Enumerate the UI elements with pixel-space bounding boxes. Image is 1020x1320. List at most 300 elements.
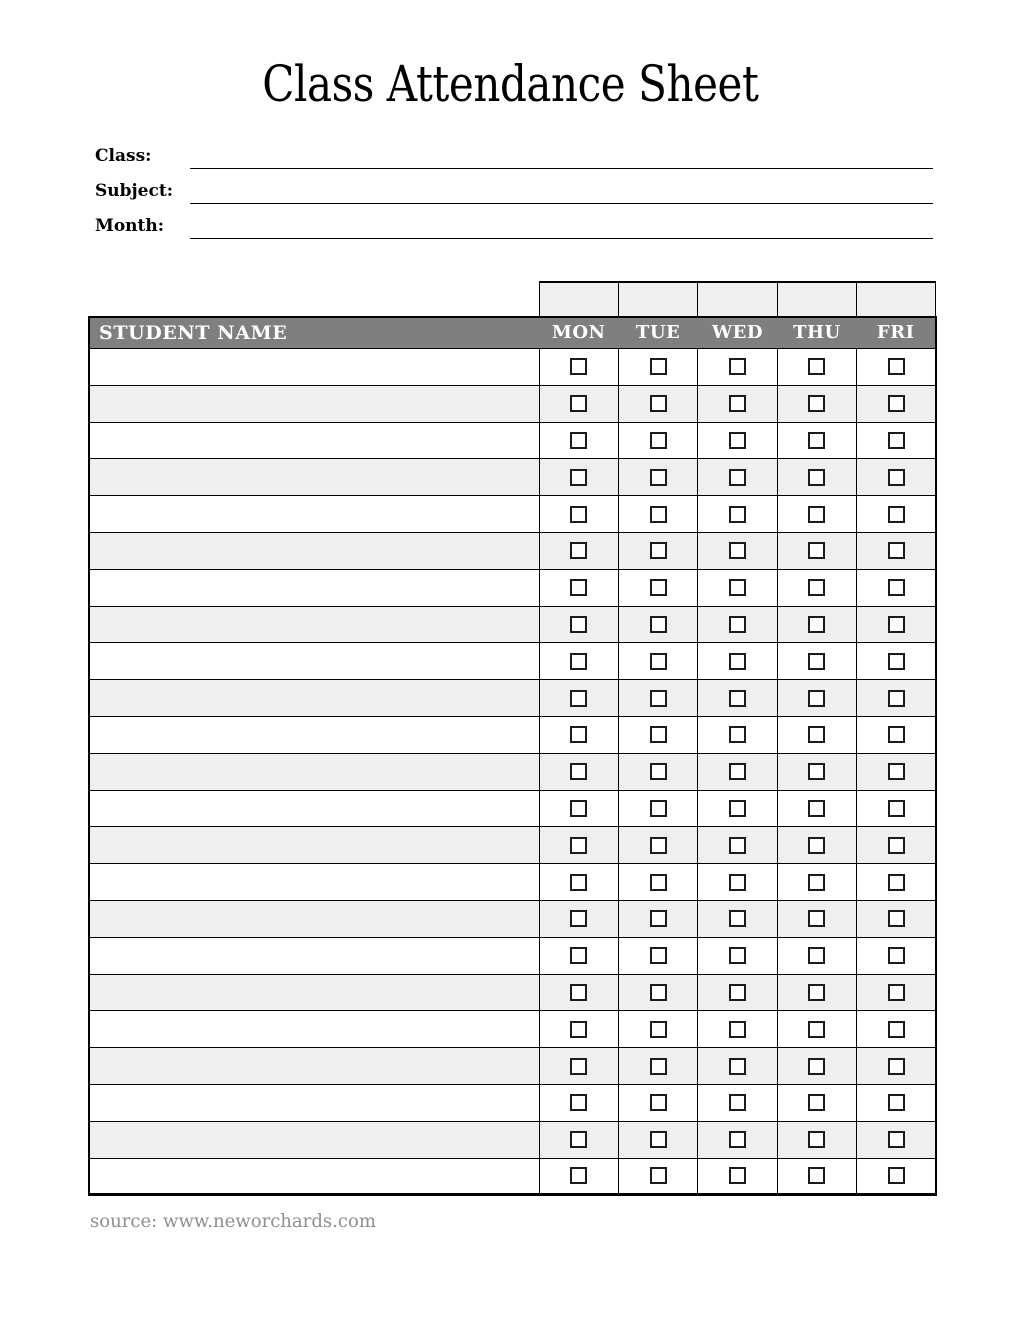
check-cell	[618, 1158, 697, 1195]
attendance-checkbox-icon[interactable]	[729, 542, 746, 559]
attendance-checkbox-icon[interactable]	[808, 837, 825, 854]
attendance-checkbox-icon[interactable]	[570, 542, 587, 559]
attendance-checkbox-icon[interactable]	[650, 837, 667, 854]
attendance-checkbox-icon[interactable]	[650, 726, 667, 743]
student-name-cell[interactable]	[89, 532, 539, 569]
check-cell	[857, 643, 936, 680]
attendance-checkbox-icon[interactable]	[808, 726, 825, 743]
attendance-checkbox-icon[interactable]	[570, 1094, 587, 1111]
attendance-checkbox-icon[interactable]	[808, 1167, 825, 1184]
class-field-row	[95, 134, 933, 169]
student-row	[89, 496, 936, 533]
check-cell	[777, 496, 856, 533]
attendance-checkbox-icon[interactable]	[808, 579, 825, 596]
attendance-checkbox-icon[interactable]	[888, 1131, 905, 1148]
attendance-checkbox-icon[interactable]	[729, 1021, 746, 1038]
date-cell[interactable]	[857, 282, 936, 317]
attendance-checkbox-icon[interactable]	[729, 358, 746, 375]
subject-input-line[interactable]	[190, 169, 933, 204]
attendance-checkbox-icon[interactable]	[729, 690, 746, 707]
check-cell	[698, 864, 777, 901]
attendance-table	[88, 281, 937, 1197]
check-cell	[618, 569, 697, 606]
check-cell	[698, 1158, 777, 1195]
attendance-checkbox-icon[interactable]	[808, 763, 825, 780]
student-name-header: STUDENT NAME	[89, 317, 539, 349]
check-cell	[698, 974, 777, 1011]
attendance-checkbox-icon[interactable]	[650, 542, 667, 559]
student-name-cell[interactable]	[89, 900, 539, 937]
attendance-checkbox-icon[interactable]	[570, 506, 587, 523]
attendance-checkbox-icon[interactable]	[888, 616, 905, 633]
student-name-cell[interactable]	[89, 569, 539, 606]
attendance-checkbox-icon[interactable]	[570, 432, 587, 449]
check-cell	[698, 1121, 777, 1158]
student-row	[89, 790, 936, 827]
student-row	[89, 606, 936, 643]
attendance-checkbox-icon[interactable]	[808, 653, 825, 670]
check-cell	[777, 349, 856, 386]
check-cell	[777, 753, 856, 790]
student-name-cell[interactable]	[89, 1048, 539, 1085]
attendance-checkbox-icon[interactable]	[729, 432, 746, 449]
check-cell	[777, 827, 856, 864]
attendance-checkbox-icon[interactable]	[570, 874, 587, 891]
subject-label: Subject:	[95, 180, 173, 201]
check-cell	[857, 753, 936, 790]
check-cell	[618, 753, 697, 790]
source-note	[90, 1210, 1020, 1232]
attendance-checkbox-icon[interactable]	[570, 837, 587, 854]
attendance-checkbox-icon[interactable]	[888, 469, 905, 486]
attendance-checkbox-icon[interactable]	[570, 800, 587, 817]
attendance-checkbox-icon[interactable]	[650, 763, 667, 780]
attendance-checkbox-icon[interactable]	[570, 726, 587, 743]
check-cell	[539, 680, 618, 717]
check-cell	[698, 827, 777, 864]
attendance-checkbox-icon[interactable]	[888, 910, 905, 927]
attendance-checkbox-icon[interactable]	[650, 616, 667, 633]
month-label: Month:	[95, 215, 165, 236]
attendance-checkbox-icon[interactable]	[729, 469, 746, 486]
attendance-checkbox-icon[interactable]	[888, 1094, 905, 1111]
check-cell	[777, 716, 856, 753]
check-cell	[618, 496, 697, 533]
attendance-checkbox-icon[interactable]	[650, 395, 667, 412]
check-cell	[539, 532, 618, 569]
attendance-checkbox-icon[interactable]	[650, 1094, 667, 1111]
attendance-checkbox-icon[interactable]	[888, 1021, 905, 1038]
check-cell	[698, 643, 777, 680]
attendance-checkbox-icon[interactable]	[570, 690, 587, 707]
attendance-checkbox-icon[interactable]	[650, 1167, 667, 1184]
check-cell	[777, 1048, 856, 1085]
check-cell	[777, 937, 856, 974]
attendance-checkbox-icon[interactable]	[888, 542, 905, 559]
check-cell	[539, 643, 618, 680]
check-cell	[539, 385, 618, 422]
student-row	[89, 1011, 936, 1048]
attendance-checkbox-icon[interactable]	[570, 653, 587, 670]
check-cell	[539, 496, 618, 533]
check-cell	[539, 1048, 618, 1085]
check-cell	[539, 349, 618, 386]
check-cell	[618, 1121, 697, 1158]
attendance-checkbox-icon[interactable]	[808, 1021, 825, 1038]
attendance-checkbox-icon[interactable]	[808, 469, 825, 486]
student-name-cell[interactable]	[89, 716, 539, 753]
attendance-checkbox-icon[interactable]	[650, 1058, 667, 1075]
attendance-checkbox-icon[interactable]	[888, 1058, 905, 1075]
student-row	[89, 937, 936, 974]
attendance-checkbox-icon[interactable]	[888, 763, 905, 780]
check-cell	[857, 1084, 936, 1121]
attendance-checkbox-icon[interactable]	[888, 800, 905, 817]
check-cell	[618, 643, 697, 680]
attendance-checkbox-icon[interactable]	[888, 653, 905, 670]
attendance-checkbox-icon[interactable]	[808, 910, 825, 927]
attendance-checkbox-icon[interactable]	[808, 874, 825, 891]
check-cell	[777, 1084, 856, 1121]
student-row	[89, 1158, 936, 1195]
check-cell	[857, 1048, 936, 1085]
check-cell	[618, 974, 697, 1011]
attendance-checkbox-icon[interactable]	[570, 984, 587, 1001]
attendance-checkbox-icon[interactable]	[729, 1131, 746, 1148]
attendance-checkbox-icon[interactable]	[650, 690, 667, 707]
date-cell[interactable]	[698, 282, 777, 317]
check-cell	[777, 680, 856, 717]
check-cell	[857, 1011, 936, 1048]
check-cell	[539, 1158, 618, 1195]
check-cell	[698, 496, 777, 533]
check-cell	[539, 753, 618, 790]
attendance-checkbox-icon[interactable]	[650, 469, 667, 486]
check-cell	[777, 864, 856, 901]
attendance-checkbox-icon[interactable]	[650, 1131, 667, 1148]
student-name-cell[interactable]	[89, 680, 539, 717]
day-header-mon: MON	[539, 317, 618, 349]
month-field-row	[95, 204, 933, 239]
attendance-checkbox-icon[interactable]	[808, 616, 825, 633]
student-row	[89, 532, 936, 569]
check-cell	[539, 422, 618, 459]
check-cell	[618, 1048, 697, 1085]
check-cell	[857, 606, 936, 643]
attendance-checkbox-icon[interactable]	[888, 358, 905, 375]
student-row	[89, 680, 936, 717]
attendance-checkbox-icon[interactable]	[808, 800, 825, 817]
check-cell	[618, 385, 697, 422]
attendance-checkbox-icon[interactable]	[888, 506, 905, 523]
check-cell	[857, 937, 936, 974]
check-cell	[777, 790, 856, 827]
attendance-checkbox-icon[interactable]	[570, 1021, 587, 1038]
attendance-checkbox-icon[interactable]	[650, 579, 667, 596]
attendance-checkbox-icon[interactable]	[729, 837, 746, 854]
check-cell	[777, 974, 856, 1011]
date-row-spacer	[89, 282, 539, 317]
attendance-checkbox-icon[interactable]	[570, 1167, 587, 1184]
check-cell	[698, 349, 777, 386]
check-cell	[539, 716, 618, 753]
check-cell	[539, 1121, 618, 1158]
student-row	[89, 827, 936, 864]
attendance-checkbox-icon[interactable]	[808, 395, 825, 412]
attendance-checkbox-icon[interactable]	[570, 910, 587, 927]
check-cell	[539, 459, 618, 496]
attendance-checkbox-icon[interactable]	[888, 690, 905, 707]
student-name-cell[interactable]	[89, 643, 539, 680]
check-cell	[857, 532, 936, 569]
check-cell	[698, 753, 777, 790]
attendance-checkbox-icon[interactable]	[650, 506, 667, 523]
check-cell	[539, 1084, 618, 1121]
student-name-cell[interactable]	[89, 1121, 539, 1158]
title-area	[0, 0, 1020, 114]
page-title: Class Attendance Sheet	[261, 55, 759, 113]
check-cell	[857, 459, 936, 496]
attendance-checkbox-icon[interactable]	[808, 432, 825, 449]
attendance-checkbox-icon[interactable]	[888, 984, 905, 1001]
check-cell	[539, 1011, 618, 1048]
attendance-checkbox-icon[interactable]	[888, 432, 905, 449]
check-cell	[857, 422, 936, 459]
attendance-checkbox-icon[interactable]	[888, 395, 905, 412]
attendance-checkbox-icon[interactable]	[570, 616, 587, 633]
student-name-cell[interactable]	[89, 974, 539, 1011]
check-cell	[698, 1048, 777, 1085]
attendance-checkbox-icon[interactable]	[729, 947, 746, 964]
check-cell	[698, 606, 777, 643]
student-row	[89, 569, 936, 606]
student-row	[89, 1048, 936, 1085]
check-cell	[698, 422, 777, 459]
attendance-checkbox-icon[interactable]	[729, 874, 746, 891]
student-row	[89, 900, 936, 937]
check-cell	[777, 900, 856, 937]
attendance-checkbox-icon[interactable]	[650, 432, 667, 449]
check-cell	[698, 790, 777, 827]
date-cell[interactable]	[777, 282, 856, 317]
student-row	[89, 864, 936, 901]
attendance-checkbox-icon[interactable]	[570, 1058, 587, 1075]
attendance-checkbox-icon[interactable]	[650, 874, 667, 891]
attendance-checkbox-icon[interactable]	[570, 358, 587, 375]
attendance-checkbox-icon[interactable]	[570, 395, 587, 412]
check-cell	[777, 1011, 856, 1048]
attendance-checkbox-icon[interactable]	[729, 653, 746, 670]
check-cell	[777, 569, 856, 606]
check-cell	[857, 569, 936, 606]
day-header-wed: WED	[698, 317, 777, 349]
check-cell	[618, 1084, 697, 1121]
check-cell	[618, 900, 697, 937]
check-cell	[539, 827, 618, 864]
attendance-checkbox-icon[interactable]	[808, 1094, 825, 1111]
check-cell	[539, 790, 618, 827]
attendance-checkbox-icon[interactable]	[808, 358, 825, 375]
attendance-checkbox-icon[interactable]	[729, 616, 746, 633]
check-cell	[698, 900, 777, 937]
check-cell	[618, 827, 697, 864]
subject-field-row	[95, 169, 933, 204]
attendance-checkbox-icon[interactable]	[650, 984, 667, 1001]
check-cell	[698, 1084, 777, 1121]
attendance-checkbox-icon[interactable]	[650, 653, 667, 670]
attendance-checkbox-icon[interactable]	[808, 690, 825, 707]
check-cell	[698, 680, 777, 717]
student-name-cell[interactable]	[89, 349, 539, 386]
check-cell	[618, 864, 697, 901]
student-name-cell[interactable]	[89, 864, 539, 901]
attendance-checkbox-icon[interactable]	[570, 579, 587, 596]
attendance-checkbox-icon[interactable]	[808, 1131, 825, 1148]
student-name-cell[interactable]	[89, 827, 539, 864]
check-cell	[539, 900, 618, 937]
student-name-cell[interactable]	[89, 1158, 539, 1195]
check-cell	[857, 790, 936, 827]
student-row	[89, 349, 936, 386]
check-cell	[698, 716, 777, 753]
student-name-cell[interactable]	[89, 422, 539, 459]
attendance-checkbox-icon[interactable]	[729, 506, 746, 523]
student-row	[89, 459, 936, 496]
student-name-cell[interactable]	[89, 1011, 539, 1048]
student-row	[89, 422, 936, 459]
class-input-line[interactable]	[190, 134, 933, 169]
attendance-checkbox-icon[interactable]	[808, 506, 825, 523]
check-cell	[618, 680, 697, 717]
check-cell	[698, 569, 777, 606]
check-cell	[698, 385, 777, 422]
attendance-checkbox-icon[interactable]	[650, 947, 667, 964]
attendance-checkbox-icon[interactable]	[888, 726, 905, 743]
check-cell	[539, 864, 618, 901]
check-cell	[618, 937, 697, 974]
check-cell	[857, 900, 936, 937]
class-label: Class:	[95, 145, 152, 166]
attendance-checkbox-icon[interactable]	[650, 358, 667, 375]
check-cell	[777, 606, 856, 643]
check-cell	[777, 532, 856, 569]
check-cell	[539, 974, 618, 1011]
attendance-checkbox-icon[interactable]	[808, 542, 825, 559]
check-cell	[857, 974, 936, 1011]
check-cell	[539, 937, 618, 974]
check-cell	[857, 680, 936, 717]
student-row	[89, 385, 936, 422]
attendance-checkbox-icon[interactable]	[650, 800, 667, 817]
check-cell	[698, 937, 777, 974]
attendance-checkbox-icon[interactable]	[729, 1094, 746, 1111]
attendance-checkbox-icon[interactable]	[729, 1058, 746, 1075]
date-row	[89, 282, 936, 317]
attendance-checkbox-icon[interactable]	[729, 763, 746, 780]
attendance-checkbox-icon[interactable]	[729, 395, 746, 412]
check-cell	[698, 532, 777, 569]
student-row	[89, 716, 936, 753]
check-cell	[618, 1011, 697, 1048]
student-name-cell[interactable]	[89, 753, 539, 790]
student-name-cell[interactable]	[89, 459, 539, 496]
attendance-checkbox-icon[interactable]	[888, 837, 905, 854]
attendance-checkbox-icon[interactable]	[888, 874, 905, 891]
student-name-cell[interactable]	[89, 790, 539, 827]
attendance-checkbox-icon[interactable]	[650, 1021, 667, 1038]
check-cell	[618, 606, 697, 643]
check-cell	[857, 349, 936, 386]
check-cell	[539, 606, 618, 643]
attendance-checkbox-icon[interactable]	[888, 579, 905, 596]
attendance-checkbox-icon[interactable]	[570, 469, 587, 486]
student-row	[89, 643, 936, 680]
attendance-checkbox-icon[interactable]	[729, 910, 746, 927]
day-header-thu: THU	[777, 317, 856, 349]
attendance-checkbox-icon[interactable]	[729, 1167, 746, 1184]
attendance-checkbox-icon[interactable]	[888, 1167, 905, 1184]
form-fields	[95, 134, 933, 239]
attendance-checkbox-icon[interactable]	[808, 947, 825, 964]
check-cell	[777, 1121, 856, 1158]
student-name-cell[interactable]	[89, 606, 539, 643]
attendance-checkbox-icon[interactable]	[888, 947, 905, 964]
check-cell	[698, 459, 777, 496]
attendance-checkbox-icon[interactable]	[570, 1131, 587, 1148]
date-cell[interactable]	[539, 282, 618, 317]
student-name-cell[interactable]	[89, 937, 539, 974]
check-cell	[857, 496, 936, 533]
month-input-line[interactable]	[190, 204, 933, 239]
attendance-checkbox-icon[interactable]	[808, 1058, 825, 1075]
check-cell	[857, 1158, 936, 1195]
student-name-cell[interactable]	[89, 1084, 539, 1121]
check-cell	[618, 349, 697, 386]
student-row	[89, 1084, 936, 1121]
attendance-checkbox-icon[interactable]	[729, 984, 746, 1001]
check-cell	[777, 422, 856, 459]
student-name-cell[interactable]	[89, 385, 539, 422]
date-cell[interactable]	[618, 282, 697, 317]
check-cell	[618, 532, 697, 569]
check-cell	[618, 422, 697, 459]
check-cell	[857, 716, 936, 753]
source-note-text: source: www.neworchards.com	[90, 1210, 376, 1233]
student-row	[89, 1121, 936, 1158]
check-cell	[618, 716, 697, 753]
check-cell	[857, 864, 936, 901]
check-cell	[777, 643, 856, 680]
attendance-checkbox-icon[interactable]	[729, 800, 746, 817]
attendance-checkbox-icon[interactable]	[808, 984, 825, 1001]
attendance-checkbox-icon[interactable]	[570, 947, 587, 964]
check-cell	[857, 827, 936, 864]
table-header-row	[89, 317, 936, 349]
check-cell	[618, 790, 697, 827]
student-row	[89, 974, 936, 1011]
student-row	[89, 753, 936, 790]
check-cell	[777, 385, 856, 422]
check-cell	[539, 569, 618, 606]
student-name-cell[interactable]	[89, 496, 539, 533]
attendance-checkbox-icon[interactable]	[570, 763, 587, 780]
attendance-checkbox-icon[interactable]	[729, 726, 746, 743]
day-header-fri: FRI	[857, 317, 936, 349]
check-cell	[618, 459, 697, 496]
day-header-tue: TUE	[618, 317, 697, 349]
attendance-checkbox-icon[interactable]	[729, 579, 746, 596]
attendance-checkbox-icon[interactable]	[650, 910, 667, 927]
